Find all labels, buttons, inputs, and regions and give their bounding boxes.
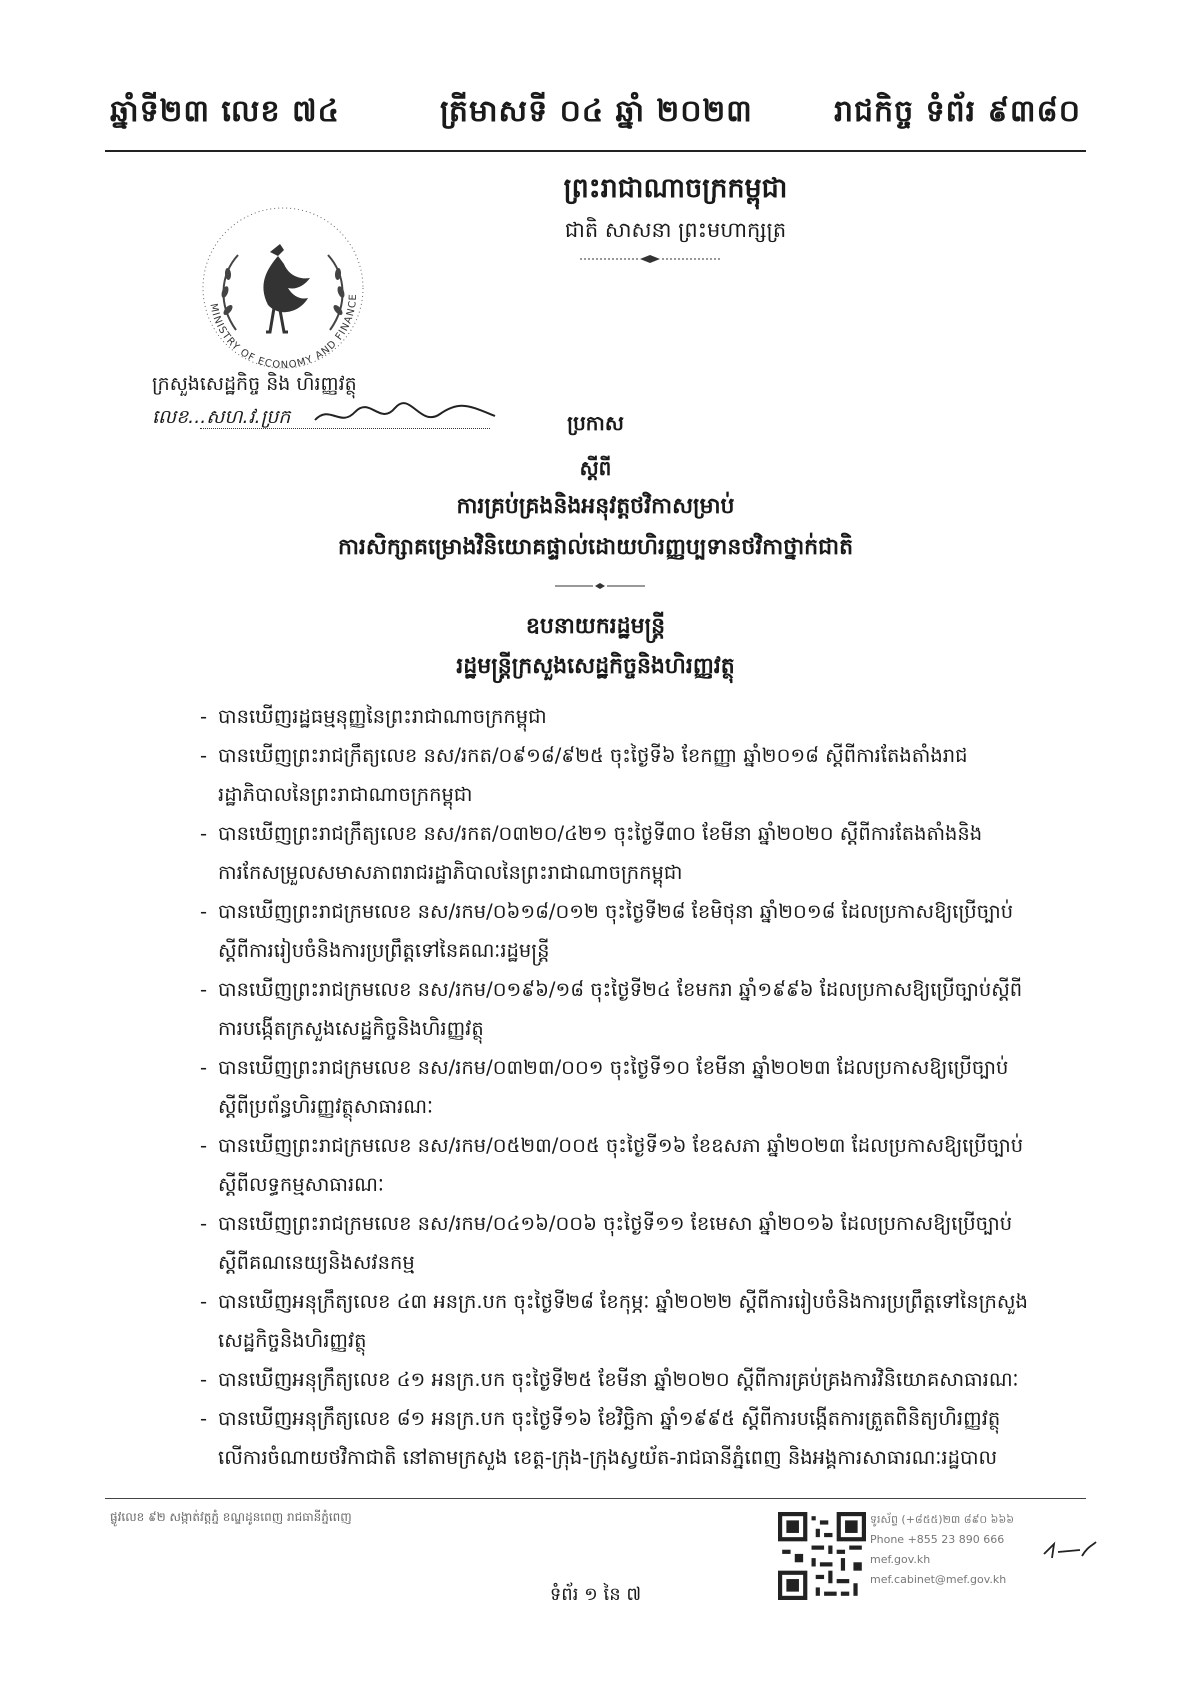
legal-basis-list: [200, 697, 1030, 1477]
list-item: - បានឃើញរដ្ឋធម្មនុញ្ញនៃព្រះរាជាណាចក្រកម្ពុជា: [200, 697, 1030, 736]
national-motto: ជាតិ សាសនា ព្រះមហាក្សត្រ: [564, 218, 787, 242]
signatory-title-1: ឧបនាយករដ្ឋមន្ត្រី: [525, 614, 666, 639]
ornament-divider-icon: [580, 254, 720, 264]
doc-about: ស្តីពី: [579, 456, 612, 480]
ornament-divider-icon: [555, 581, 645, 591]
gazette-page-ref: រាជកិច្ច ទំព័រ ៩៣៨០: [833, 94, 1081, 129]
list-item: - បានឃើញអនុក្រឹត្យលេខ ៤១ អនក្រ.បក ចុះថ្ងៃទី២៥ ខែមីនា ឆ្នាំ២០២០ ស្តីពីការគ្រប់គ្រងការវិនិយោគសាធារណៈ: [200, 1360, 1030, 1399]
list-item: - បានឃើញព្រះរាជក្រមលេខ នស/រកម/០៤១៦/០០៦ ចុះថ្ងៃទី១១ ខែមេសា ឆ្នាំ២០១៦ ដែលប្រកាសឱ្យប្រើច្បាប់ស្តីពីគណនេយ្យនិងសវនកម្ម: [200, 1204, 1030, 1282]
list-item: - បានឃើញព្រះរាជក្រមលេខ នស/រកម/០៦១៨/០១២ ចុះថ្ងៃទី២៨ ខែមិថុនា ឆ្នាំ២០១៨ ដែលប្រកាសឱ្យប្រើច្បាប់ស្តីពីការរៀបចំនិងការប្រព្រឹត្តទៅនៃគណៈរដ្ឋមន្ត្រី: [200, 892, 1030, 970]
signatory-title-2: រដ្ឋមន្ត្រីក្រសួងសេដ្ឋកិច្ចនិងហិរញ្ញវត្ថុ: [456, 654, 735, 679]
ministry-name: ក្រសួងសេដ្ឋកិច្ច និង ហិរញ្ញវត្ថុ: [152, 373, 357, 395]
doc-type-prakas: ប្រកាស: [567, 411, 624, 435]
footer-phone-km: ទូរស័ព្ទ (+៨៥៥)២៣ ៨៩០ ៦៦៦: [870, 1513, 1015, 1526]
list-item: - បានឃើញព្រះរាជក្រឹត្យលេខ នស/រកត/០៣២០/៤២១ ចុះថ្ងៃទី៣០ ខែមីនា ឆ្នាំ២០២០ ស្តីពីការតែងតាំងនិងការកែសម្រួលសមាសភាពរាជរដ្ឋាភិបាលនៃព្រះរាជាណាចក្រកម្ពុជា: [200, 814, 1030, 892]
list-item: - បានឃើញព្រះរាជក្រឹត្យលេខ នស/រកត/០៩១៨/៩២៥ ចុះថ្ងៃទី៦ ខែកញ្ញា ឆ្នាំ២០១៨ ស្តីពីការតែងតាំងរាជរដ្ឋាភិបាលនៃព្រះរាជាណាចក្រកម្ពុជា: [200, 736, 1030, 814]
gazette-year-issue: ឆ្នាំទី២៣ លេខ ៧៤: [110, 94, 340, 129]
footer-email: mef.cabinet@mef.gov.kh: [870, 1573, 1007, 1586]
page-number: ទំព័រ ១ នៃ ៧: [549, 1584, 642, 1605]
initial-signature-icon: [1040, 1538, 1100, 1562]
list-item: - បានឃើញអនុក្រឹត្យលេខ ៨១ អនក្រ.បក ចុះថ្ងៃទី១៦ ខែវិច្ឆិកា ឆ្នាំ១៩៩៥ ស្តីពីការបង្កើតការត្រួតពិនិត្យហិរញ្ញវត្ថុលើការចំណាយថវិកាជាតិ នៅតាមក្រសួង ខេត្ត-ក្រុង-ក្រុងស្វយ័ត-រាជធានីភ្នំពេញ និងអង្គការសាធារណៈរដ្ឋបាល: [200, 1399, 1030, 1477]
footer-phone: Phone +855 23 890 666: [870, 1533, 1005, 1546]
doc-subject-line-1: ការគ្រប់គ្រងនិងអនុវត្តថវិកាសម្រាប់: [456, 494, 735, 519]
kingdom-title: ព្រះរាជាណាចក្រកម្ពុជា: [563, 173, 788, 204]
handwritten-reference-icon: [310, 398, 500, 434]
reference-number: លេខ...សហ.វ.ប្រក: [152, 406, 291, 428]
ministry-seal-icon: [188, 200, 378, 375]
list-item: - បានឃើញព្រះរាជក្រមលេខ នស/រកម/០៥២៣/០០៥ ចុះថ្ងៃទី១៦ ខែឧសភា ឆ្នាំ២០២៣ ដែលប្រកាសឱ្យប្រើច្បាប់ស្តីពីលទ្ធកម្មសាធារណៈ: [200, 1126, 1030, 1204]
header-divider: [105, 150, 1086, 152]
footer-website: mef.gov.kh: [870, 1553, 931, 1566]
list-item: - បានឃើញអនុក្រឹត្យលេខ ៤៣ អនក្រ.បក ចុះថ្ងៃទី២៨ ខែកុម្ភៈ ឆ្នាំ២០២២ ស្តីពីការរៀបចំនិងការប្រព្រឹត្តទៅនៃក្រសួងសេដ្ឋកិច្ចនិងហិរញ្ញវត្ថុ: [200, 1282, 1030, 1360]
footer-divider: [105, 1498, 1086, 1499]
doc-subject-line-2: ការសិក្សាគម្រោងវិនិយោគផ្ទាល់ដោយហិរញ្ញប្បទានថវិកាថ្នាក់ជាតិ: [337, 535, 854, 560]
list-item: - បានឃើញព្រះរាជក្រមលេខ នស/រកម/០៣២៣/០០១ ចុះថ្ងៃទី១០ ខែមីនា ឆ្នាំ២០២៣ ដែលប្រកាសឱ្យប្រើច្បាប់ស្តីពីប្រព័ន្ធហិរញ្ញវត្ថុសាធារណៈ: [200, 1048, 1030, 1126]
footer-address: ផ្លូវលេខ ៩២ សង្កាត់វត្តភ្នំ ខណ្ឌដូនពេញ រាជធានីភ្នំពេញ: [110, 1510, 352, 1524]
list-item: - បានឃើញព្រះរាជក្រមលេខ នស/រកម/០១៩៦/១៨ ចុះថ្ងៃទី២៤ ខែមករា ឆ្នាំ១៩៩៦ ដែលប្រកាសឱ្យប្រើច្បាប់ស្តីពីការបង្កើតក្រសួងសេដ្ឋកិច្ចនិងហិរញ្ញវត្ថុ: [200, 970, 1030, 1048]
gazette-quarter: ត្រីមាសទី ០៤ ឆ្នាំ ២០២៣: [440, 94, 753, 129]
seal-ring-text: MINISTRY OF ECONOMY AND FINANCE: [207, 293, 360, 372]
